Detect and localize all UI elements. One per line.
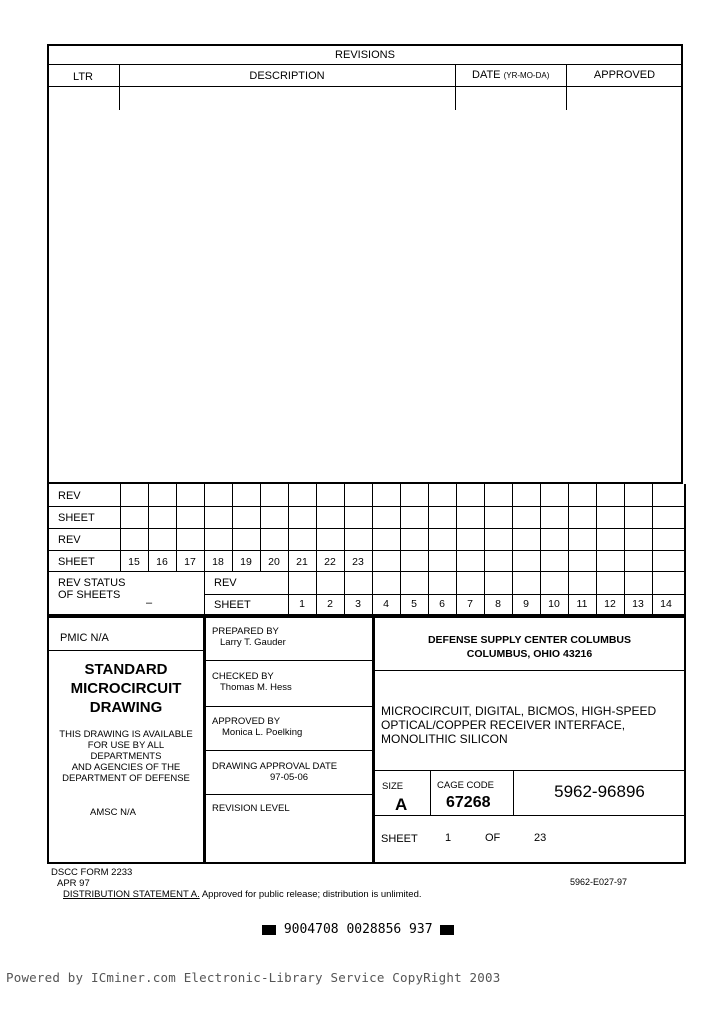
revisions-header-divider — [47, 86, 683, 87]
barcode-block-left — [262, 925, 276, 935]
sheet-number-cell: 14 — [660, 598, 672, 610]
agency-line1: DEFENSE SUPPLY CENTER COLUMBUS — [427, 634, 632, 646]
cage-label: CAGE CODE — [437, 780, 495, 791]
sheet-number-cell: 15 — [128, 556, 140, 568]
mid-divider-3 — [204, 750, 374, 751]
grid-row1-label: REV — [58, 490, 81, 502]
drawing-title-line1: MICROCIRCUIT, DIGITAL, BICMOS, HIGH-SPEED — [381, 704, 657, 718]
mid-divider-4 — [204, 794, 374, 795]
cage-value: 67268 — [446, 794, 491, 811]
sheet-number-cell: 9 — [523, 598, 529, 610]
grid-v-l — [428, 484, 429, 616]
sheet-number-cell: 13 — [632, 598, 644, 610]
mid-divider-2 — [204, 706, 374, 707]
distribution-statement — [63, 889, 422, 900]
grid-v-h — [316, 484, 317, 616]
amsc-label: AMSC N/A — [90, 807, 136, 818]
availability-line2: FOR USE BY ALL — [87, 740, 165, 751]
pmic-divider — [47, 650, 205, 651]
grid-v-r — [596, 484, 597, 616]
revisions-col-ltr: LTR — [73, 71, 93, 83]
availability-line3: DEPARTMENTS — [90, 751, 162, 762]
checked-name: Thomas M. Hess — [220, 682, 292, 693]
sheet-number-cell: 23 — [352, 556, 364, 568]
distribution-text: Approved for public release; distribution is unlimited. — [201, 889, 422, 900]
sheet-number-cell: 16 — [156, 556, 168, 568]
size-divider — [430, 770, 431, 815]
standard-line3: DRAWING — [89, 699, 163, 716]
approved-label: APPROVED BY — [212, 716, 281, 727]
grid-v-t — [652, 484, 653, 616]
sheet-number-cell: 18 — [212, 556, 224, 568]
barcode-text: 9004708 0028856 937 — [283, 922, 433, 937]
grid-line-3 — [47, 550, 686, 551]
sheet-number-cell: 1 — [299, 598, 305, 610]
sheet-number-cell: 21 — [296, 556, 308, 568]
sheet-row-label: SHEET — [214, 599, 251, 611]
availability-line1: THIS DRAWING IS AVAILABLE — [59, 729, 193, 740]
drawing-title-line3: MONOLITHIC SILICON — [381, 732, 508, 746]
grid-v-o — [512, 484, 513, 616]
right-divider-1 — [373, 670, 686, 671]
standard-line1: STANDARD — [84, 661, 168, 678]
form-number: DSCC FORM 2233 — [51, 867, 133, 878]
sheet-number-cell: 17 — [184, 556, 196, 568]
prepared-label: PREPARED BY — [212, 626, 279, 637]
of-value: 23 — [534, 832, 547, 844]
approval-date-label: DRAWING APPROVAL DATE — [212, 761, 338, 772]
distribution-label: DISTRIBUTION STATEMENT A. — [63, 889, 200, 900]
grid-row2-label: SHEET — [58, 512, 95, 524]
revisions-table — [47, 44, 683, 484]
sheet-number-cell: 4 — [383, 598, 389, 610]
standard-line2: MICROCIRCUIT — [70, 680, 182, 697]
sheet-number-cell: 7 — [467, 598, 473, 610]
grid-v-m — [456, 484, 457, 616]
rev-status-dash: – — [146, 597, 153, 609]
sheet-number-cell: 6 — [439, 598, 445, 610]
sheet-number-cell: 12 — [604, 598, 616, 610]
sheet-number-cell: 20 — [268, 556, 280, 568]
checked-label: CHECKED BY — [212, 671, 274, 682]
pmic-label: PMIC N/A — [60, 632, 109, 644]
grid-v-s — [624, 484, 625, 616]
sheet-number-cell: 11 — [576, 598, 588, 610]
rev-status-label-2: OF SHEETS — [58, 589, 121, 601]
grid-v-main — [204, 484, 205, 616]
sheet-number-cell: 10 — [548, 598, 560, 610]
sheet-number-cell: 8 — [495, 598, 501, 610]
revisions-title-divider — [47, 64, 683, 65]
grid-v-g — [288, 484, 289, 616]
revision-level-label: REVISION LEVEL — [212, 803, 290, 814]
grid-row4-label: SHEET — [58, 556, 95, 568]
availability-line5: DEPARTMENT OF DEFENSE — [62, 773, 190, 784]
sheet-label: SHEET — [381, 833, 418, 845]
sheet-number-cell: 3 — [355, 598, 361, 610]
grid-line-4 — [47, 571, 686, 572]
right-divider-2 — [373, 770, 686, 771]
size-label: SIZE — [382, 781, 404, 792]
revisions-col-date — [472, 69, 549, 81]
grid-line-1 — [47, 506, 686, 507]
approved-name: Monica L. Poelking — [222, 727, 303, 738]
drawing-title-line2: OPTICAL/COPPER RECEIVER INTERFACE, — [381, 718, 626, 732]
grid-row3-label: REV — [58, 534, 81, 546]
revisions-col-description: DESCRIPTION — [249, 70, 325, 82]
grid-v-k — [400, 484, 401, 616]
revisions-col-divider-2 — [455, 64, 456, 110]
grid-v-j — [372, 484, 373, 616]
availability-line4: AND AGENCIES OF THE — [71, 762, 181, 773]
mid-divider-1 — [204, 660, 374, 661]
of-label: OF — [485, 832, 501, 844]
grid-v-p — [540, 484, 541, 616]
revisions-col-date-label: DATE — [472, 69, 501, 81]
sheet-value: 1 — [445, 832, 452, 844]
grid-v-q — [568, 484, 569, 616]
grid-v-i — [344, 484, 345, 616]
grid-v-n — [484, 484, 485, 616]
sheet-number-cell: 22 — [324, 556, 336, 568]
right-divider-3 — [373, 815, 686, 816]
rev-status-label-1: REV STATUS — [58, 577, 126, 589]
revisions-col-approved: APPROVED — [593, 69, 656, 81]
prepared-name: Larry T. Gauder — [220, 637, 286, 648]
sheet-number-cell: 5 — [411, 598, 417, 610]
barcode-block-right — [440, 925, 454, 935]
rev-row-label: REV — [214, 577, 237, 589]
approval-date: 97-05-06 — [270, 772, 309, 783]
sheet-number-cell: 19 — [240, 556, 252, 568]
barcode — [262, 922, 454, 937]
form-date: APR 97 — [57, 878, 90, 889]
drawing-number: 5962-96896 — [554, 782, 645, 801]
powered-by-footer: Powered by ICminer.com Electronic-Library Service CopyRight 2003 — [6, 970, 501, 985]
revisions-col-date-format: (YR-MO-DA) — [503, 71, 550, 80]
sheet-number-cell: 2 — [327, 598, 333, 610]
revisions-title: REVISIONS — [335, 49, 395, 61]
doc-code: 5962-E027-97 — [570, 877, 628, 887]
grid-line-2 — [47, 528, 686, 529]
grid-line-5 — [204, 594, 686, 595]
agency-line2: COLUMBUS, OHIO 43216 — [466, 648, 593, 660]
size-value: A — [395, 795, 408, 814]
title-middle-panel — [204, 616, 374, 864]
